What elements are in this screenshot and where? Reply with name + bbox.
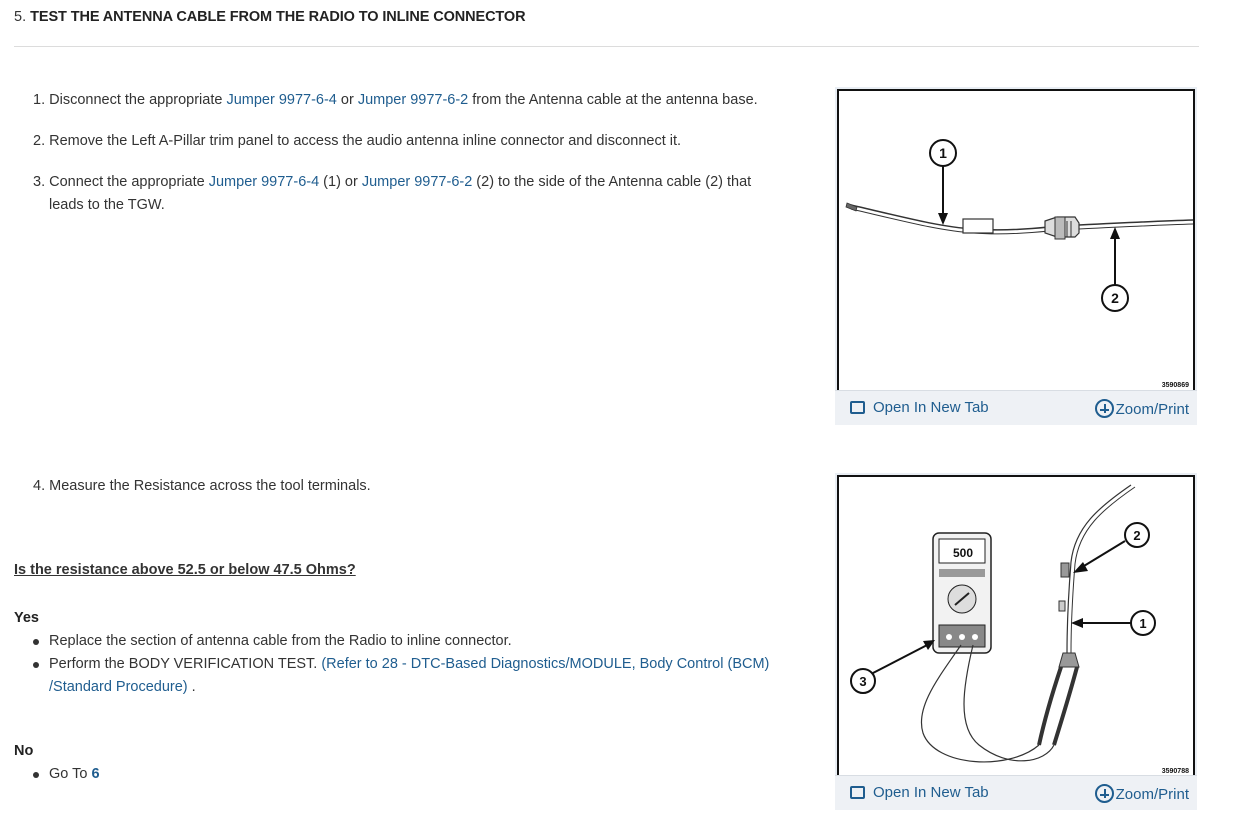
yes-bullet-2: Perform the BODY VERIFICATION TEST. (Refer to 28 - DTC-Based Diagnostics/MODULE, Body Control (BCM) /Standard Procedure) . [49,656,770,695]
step-1-text-end: from the Antenna cable at the antenna base. [468,92,758,108]
figure-image[interactable] [837,89,1195,393]
no-bullet [49,763,100,786]
step-1 [33,89,758,112]
bullet-icon [33,772,39,778]
zoom-plus-icon [1095,399,1114,418]
zoom-print-button[interactable]: Zoom/Print [1095,399,1189,418]
meter-display: 500 [952,546,974,560]
step-3-text: Connect the appropriate [49,174,209,190]
step-3-text-or: (1) or [319,174,362,190]
figure-resistance-measurement [835,473,1197,809]
open-new-tab-icon [850,786,865,799]
step-1-text: Disconnect the appropriate [49,92,227,108]
open-new-tab-icon [850,401,865,414]
zoom-plus-icon [1095,784,1114,803]
step-1-text-or: or [336,92,358,108]
jumper-9977-6-2-link[interactable]: Jumper 9977-6-2 [357,92,469,108]
step-3-text-end: (2) to the side of the Antenna cable (2) that [472,174,752,190]
bullet-icon [33,662,39,668]
yes-bullet-2-text: Perform the BODY VERIFICATION TEST. [49,656,322,672]
step-4-number: 4. [33,478,46,494]
go-to-step-6-link[interactable]: 6 [91,766,100,782]
callout-2: 2 [1133,528,1141,543]
zoom-print-button[interactable]: Zoom/Print [1095,784,1189,803]
no-label: No [14,743,34,759]
step-title: TEST THE ANTENNA CABLE FROM THE RADIO TO INLINE CONNECTOR [30,9,526,25]
step-heading [14,9,525,25]
step-4 [33,475,371,498]
callout-1: 1 [1139,616,1147,631]
step-2-text: Remove the Left A-Pillar trim panel to access the audio antenna inline connector and disconnect it. [49,133,682,149]
callout-2: 2 [1111,290,1119,306]
bullet-icon [33,639,39,645]
figure-toolbar [835,390,1197,425]
go-to-text: Go To [49,766,92,782]
yes-label: Yes [14,610,39,626]
step-2-number: 2. [33,133,46,149]
multimeter-diagram [839,477,1193,777]
callout-3: 3 [859,674,867,689]
step-2 [33,130,681,153]
open-in-new-tab-button[interactable]: Open In New Tab [850,784,989,801]
jumper-9977-6-4-link[interactable]: Jumper 9977-6-4 [226,92,337,108]
yes-bullet-1: Replace the section of antenna cable from the Radio to inline connector. [49,633,512,649]
jumper-9977-6-2-link[interactable]: Jumper 9977-6-2 [361,174,473,190]
figure-toolbar [835,775,1197,810]
step-3-continuation: leads to the TGW. [49,197,165,213]
jumper-9977-6-4-link[interactable]: Jumper 9977-6-4 [208,174,320,190]
figure-antenna-cable [835,87,1197,424]
body-verification-link[interactable]: (Refer to 28 - DTC-Based Diagnostics/MODULE, Body Control (BCM) /Standard Procedure) [49,656,770,695]
step-1-number: 1. [33,92,46,108]
figure-image-id: 3590788 [1161,768,1189,775]
open-in-new-tab-button[interactable]: Open In New Tab [850,399,989,416]
heading-divider [14,46,1199,47]
antenna-cable-diagram [839,91,1193,391]
figure-image-id: 3590869 [1161,382,1189,389]
step-3 [33,171,751,194]
figure-image[interactable] [837,475,1195,779]
step-3-number: 3. [33,174,46,190]
step-number: 5. [14,9,27,25]
diagnostic-question: Is the resistance above 52.5 or below 47.5 Ohms? [14,562,356,578]
callout-1: 1 [939,145,947,161]
step-4-text: Measure the Resistance across the tool terminals. [49,478,371,494]
